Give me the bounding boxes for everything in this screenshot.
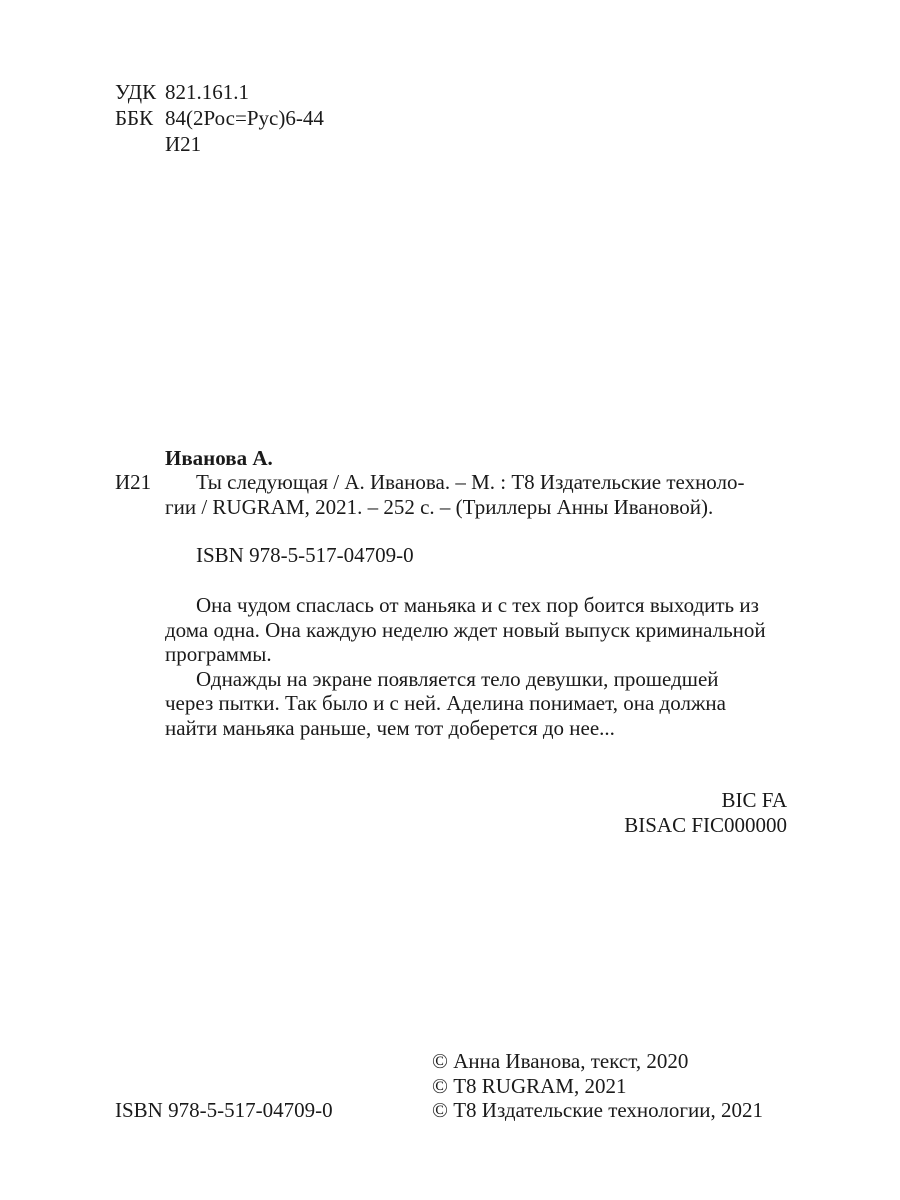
bbk-value: 84(2Рос=Рус)6-44 bbox=[165, 106, 324, 130]
author-mark: И21 bbox=[115, 470, 152, 494]
annotation-p2-line2: через пытки. Так было и с ней. Аделина понимает, она должна bbox=[165, 691, 726, 715]
annotation-p1-line2: дома одна. Она каждую неделю ждет новый выпуск криминальной bbox=[165, 618, 766, 642]
annotation-p2-line1: Однажды на экране появляется тело девушки, прошедшей bbox=[196, 667, 719, 691]
udk-value: 821.161.1 bbox=[165, 80, 249, 104]
bic-code: BIC FA bbox=[721, 788, 787, 812]
bib-isbn: ISBN 978-5-517-04709-0 bbox=[196, 543, 414, 567]
annotation-p1-line1: Она чудом спаслась от маньяка и с тех пор боится выходить из bbox=[196, 593, 759, 617]
bbk-label: ББК bbox=[115, 106, 154, 130]
author-name: Иванова А. bbox=[165, 446, 273, 470]
copyright-publisher: © Т8 Издательские технологии, 2021 bbox=[432, 1098, 763, 1122]
copyright-rugram: © Т8 RUGRAM, 2021 bbox=[432, 1074, 627, 1098]
author-mark-top: И21 bbox=[165, 132, 202, 156]
footer-isbn: ISBN 978-5-517-04709-0 bbox=[115, 1098, 333, 1122]
bib-line-1: Ты следующая / А. Иванова. – М. : Т8 Издательские техноло- bbox=[196, 470, 745, 494]
bisac-code: BISAC FIC000000 bbox=[624, 813, 787, 837]
bib-line-2: гии / RUGRAM, 2021. – 252 с. – (Триллеры Анны Ивановой). bbox=[165, 495, 714, 519]
udk-label: УДК bbox=[115, 80, 157, 104]
copyright-author: © Анна Иванова, текст, 2020 bbox=[432, 1049, 689, 1073]
annotation-p2-line3: найти маньяка раньше, чем тот доберется до нее... bbox=[165, 716, 615, 740]
annotation-p1-line3: программы. bbox=[165, 642, 272, 666]
